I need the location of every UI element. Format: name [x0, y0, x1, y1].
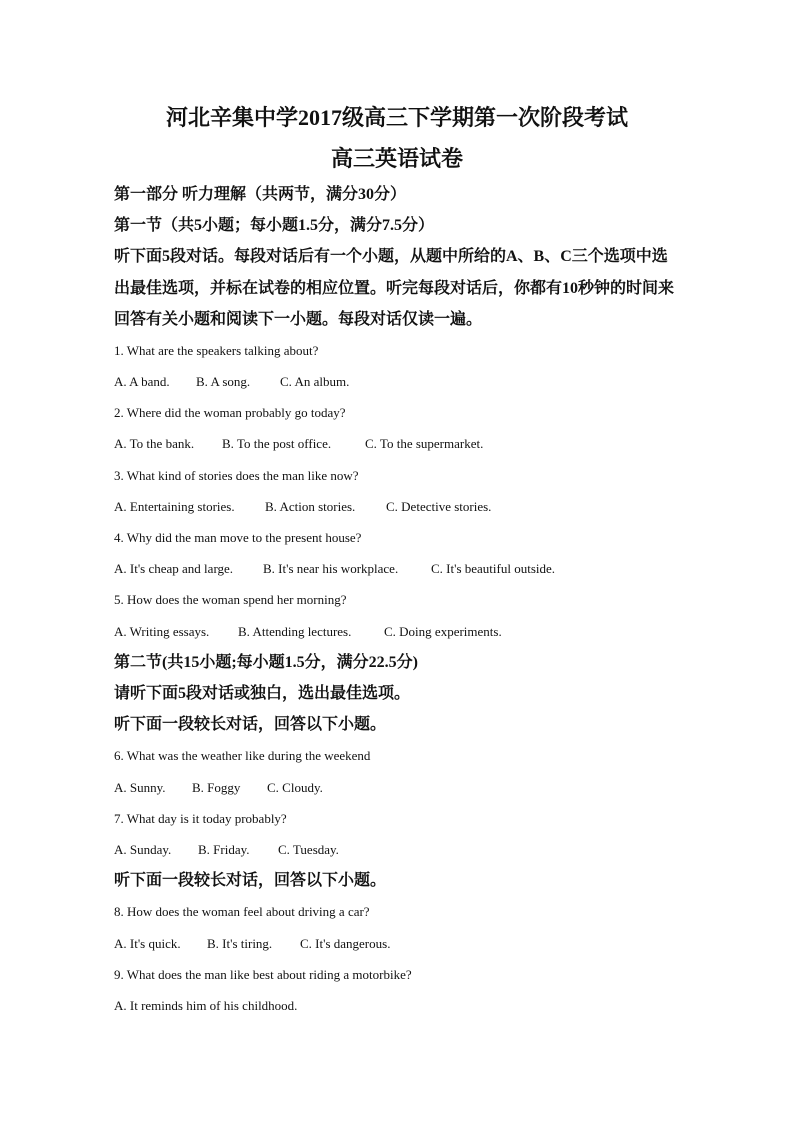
sub-instruction: 听下面一段较长对话，回答以下小题。: [114, 872, 387, 889]
option-b: B. A song.: [196, 374, 251, 389]
option-b: B. Foggy: [192, 780, 241, 795]
question-options: [114, 841, 339, 859]
option-a: A. It's quick.: [114, 936, 181, 951]
question-text: 8. How does the woman feel about driving a car?: [114, 904, 370, 919]
question-text: 1. What are the speakers talking about?: [114, 343, 319, 358]
instruction-line: 听下面5段对话。每段对话后有一个小题，从题中所给的A、B、C三个选项中选: [114, 248, 668, 265]
option-c: C. It's dangerous.: [300, 936, 391, 951]
question-options: [114, 498, 491, 516]
part-heading: 第一部分 听力理解（共两节，满分30分）: [114, 186, 407, 203]
option-c: C. Cloudy.: [267, 780, 323, 795]
question-options: [114, 779, 323, 797]
option-c: C. To the supermarket.: [365, 436, 484, 451]
instruction-line: 回答有关小题和阅读下一小题。每段对话仅读一遍。: [114, 311, 483, 328]
exam-subtitle: 高三英语试卷: [330, 146, 463, 171]
exam-title: 河北辛集中学2017级高三下学期第一次阶段考试: [165, 105, 628, 130]
option-c: C. Tuesday.: [278, 842, 339, 857]
option-a: A. It's cheap and large.: [114, 561, 234, 576]
option-a: A. Entertaining stories.: [114, 499, 235, 514]
section-heading: 第二节(共15小题;每小题1.5分，满分22.5分): [114, 654, 418, 671]
option-b: B. Action stories.: [265, 499, 356, 514]
question-text: 2. Where did the woman probably go today?: [114, 405, 346, 420]
option-a: A. Sunday.: [114, 842, 172, 857]
option-b: B. Attending lectures.: [238, 624, 352, 639]
question-text: 4. Why did the man move to the present house?: [114, 530, 362, 545]
option-b: B. Friday.: [198, 842, 250, 857]
question-options: [114, 373, 349, 391]
question-text: 6. What was the weather like during the weekend: [114, 748, 371, 763]
option-c: C. Detective stories.: [386, 499, 492, 514]
question-options: [114, 935, 390, 953]
instruction-line: 请听下面5段对话或独白，选出最佳选项。: [114, 685, 411, 702]
option-a: A. Sunny.: [114, 780, 166, 795]
option-b: B. It's near his workplace.: [263, 561, 399, 576]
option-a: A. Writing essays.: [114, 624, 210, 639]
question-options: [114, 997, 297, 1015]
option-a: A. It reminds him of his childhood.: [114, 998, 298, 1013]
option-b: B. To the post office.: [222, 436, 332, 451]
sub-instruction: 听下面一段较长对话，回答以下小题。: [114, 716, 387, 733]
question-text: 3. What kind of stories does the man like now?: [114, 468, 359, 483]
instruction-line: 出最佳选项，并标在试卷的相应位置。听完每段对话后，你都有10秒钟的时间来: [114, 280, 675, 297]
question-text: 9. What does the man like best about riding a motorbike?: [114, 967, 412, 982]
question-options: [114, 623, 502, 641]
section-heading: 第一节（共5小题；每小题1.5分，满分7.5分）: [114, 217, 435, 234]
option-a: A. A band.: [114, 374, 170, 389]
option-a: A. To the bank.: [114, 436, 195, 451]
question-text: 5. How does the woman spend her morning?: [114, 592, 347, 607]
question-options: [114, 435, 483, 453]
question-text: 7. What day is it today probably?: [114, 811, 287, 826]
option-c: C. Doing experiments.: [384, 624, 502, 639]
option-c: C. An album.: [280, 374, 350, 389]
option-c: C. It's beautiful outside.: [431, 561, 556, 576]
question-options: [114, 560, 555, 578]
option-b: B. It's tiring.: [207, 936, 273, 951]
